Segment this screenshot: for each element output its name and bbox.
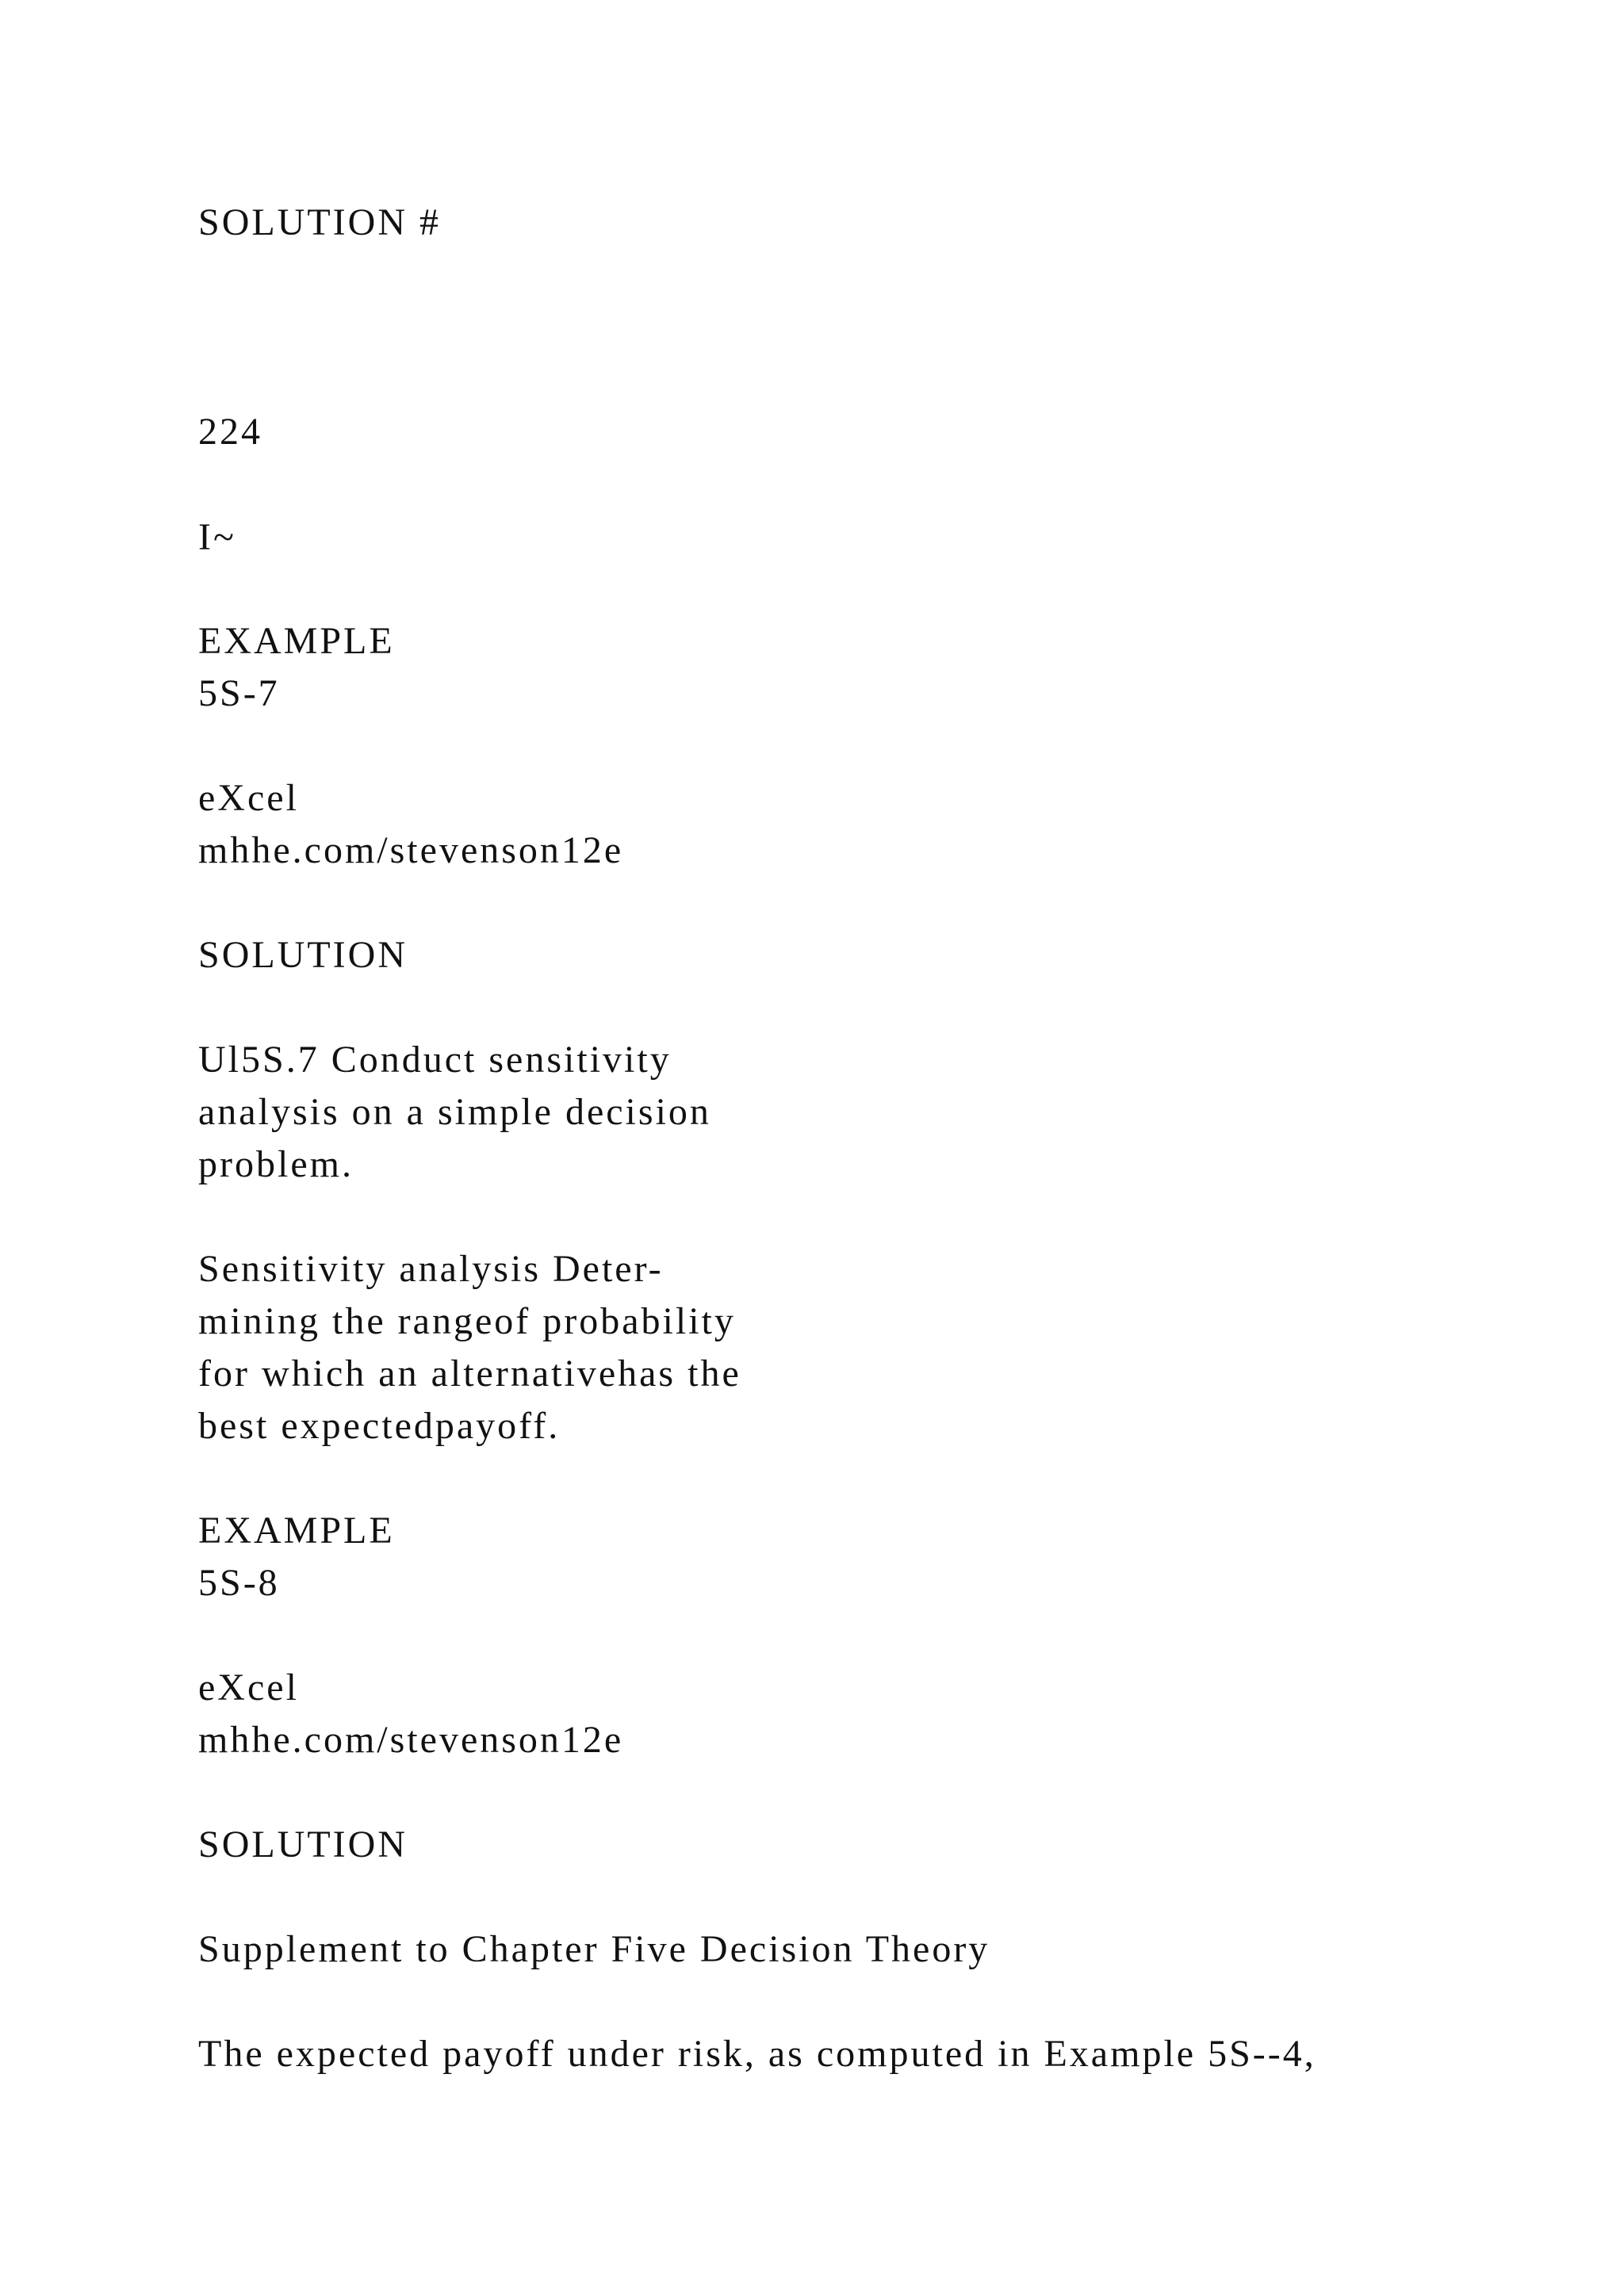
excel-logo-text: eXcel	[198, 1667, 299, 1709]
definition-line-2: mining the rangeof probability	[198, 1300, 736, 1342]
example-number: 5S-8	[198, 1562, 280, 1604]
example-number: 5S-7	[198, 672, 280, 714]
excel-logo-text: eXcel	[198, 777, 299, 819]
objective-line-3: problem.	[198, 1143, 354, 1185]
resource-url: mhhe.com/stevenson12e	[198, 1719, 624, 1761]
example-label: EXAMPLE	[198, 1510, 395, 1552]
objective-line-2: analysis on a simple decision	[198, 1091, 711, 1133]
definition-line-1: Sensitivity analysis Deter-	[198, 1248, 664, 1290]
solution-heading: SOLUTION	[198, 934, 408, 976]
page-number: 224	[198, 411, 262, 453]
objective-line-1: Ul5S.7 Conduct sensitivity	[198, 1039, 672, 1081]
body-text-line: The expected payoff under risk, as computed in Example 5S--4,	[198, 2033, 1316, 2075]
example-label: EXAMPLE	[198, 620, 395, 662]
definition-line-4: best expectedpayoff.	[198, 1405, 561, 1447]
solution-heading: SOLUTION	[198, 1823, 408, 1866]
marker-text: I~	[198, 516, 236, 558]
solution-number-heading: SOLUTION #	[198, 201, 441, 243]
definition-line-3: for which an alternativehas the	[198, 1353, 741, 1395]
running-head: Supplement to Chapter Five Decision Theory	[198, 1928, 990, 1970]
resource-url: mhhe.com/stevenson12e	[198, 829, 624, 871]
